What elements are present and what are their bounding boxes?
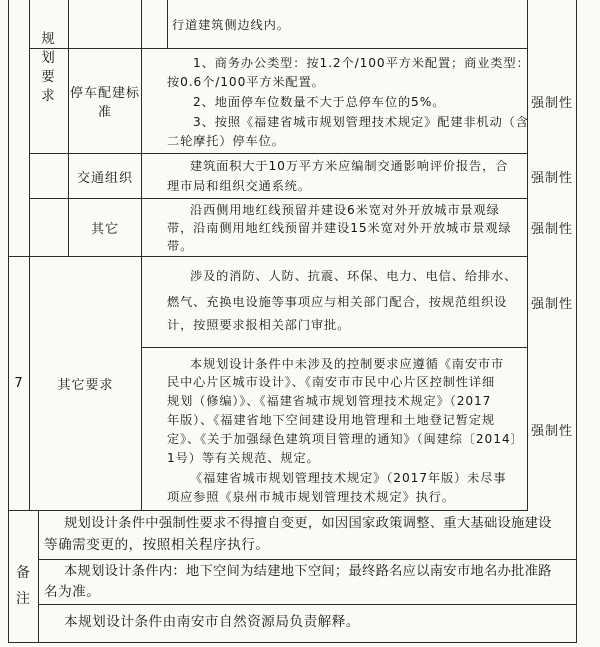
item7-block2-line-4: 年版）、《福建省地下空间建设用地管理和土地登记暂定规	[167, 413, 496, 427]
table-bottom	[8, 642, 576, 643]
item7-label: 其它要求	[57, 378, 114, 393]
column-divider	[141, 0, 142, 511]
parking-line-5: 二轮摩托）停车位。	[167, 134, 285, 148]
item7-block2-line-5: 定》、《关于加强绿色建筑项目管理的通知》（闽建综〔2014〕	[167, 432, 524, 446]
item7-block1-line-1: 涉及的消防、人防、抗震、环保、电力、电信、给排水、	[190, 269, 518, 283]
item-number: 7	[14, 376, 24, 391]
remark-line-1: 规划设计条件中强制性要求不得擅自变更，如因国家政策调整、重大基础设施建设	[64, 516, 552, 531]
section-plan-label: 规划要求	[41, 31, 55, 104]
parking-line-1: 1、商务办公类型：按1.2个/100平方米配置；商业类型：	[193, 56, 530, 70]
item7-block2-nature: 强制性	[530, 423, 573, 439]
item7-block1-line-3: 计，按照要求报相关部门审批。	[167, 318, 351, 332]
row-divider	[8, 510, 527, 511]
item7-block2-line-1: 本规划设计条件中未涉及的控制要求应遵循《南安市市	[190, 357, 505, 371]
other-label: 其它	[90, 222, 119, 237]
table-right-border	[576, 0, 577, 643]
parking-label: 停车配建标准	[69, 86, 140, 120]
item7-block2-line-2: 民中心片区城市设计》、《南安市市民中心片区控制性详细	[167, 375, 496, 389]
item7-block2-line-7: 《福建省城市规划管理技术规定》（2017年版）未尽事	[190, 471, 507, 485]
row-divider	[38, 604, 576, 605]
traffic-line-2: 理市局和组织交通系统。	[167, 179, 311, 193]
parking-nature: 强制性	[530, 95, 573, 111]
other-line-1: 沿西侧用地红线预留并建设6米宽对外开放城市景观绿	[190, 203, 500, 217]
item7-block2-line-6: 1号）等有关规范、规定。	[167, 451, 320, 465]
traffic-label: 交通组织	[76, 170, 133, 186]
parking-line-4: 3、按照《福建省城市规划管理技术规定》配建非机动（含	[193, 115, 529, 129]
remark-line-3: 本规划设计条件内：地下空间为结建地下空间；最终路名应以南安市地名办批准路	[64, 564, 552, 579]
item7-block1-nature: 强制性	[530, 296, 573, 312]
top-continuation-text: 行道建筑侧边线内。	[172, 18, 290, 32]
remarks-label: 备注	[16, 565, 30, 607]
other-line-2: 带，沿南侧用地红线预留并建设15米宽对外开放城市景观绿	[167, 221, 512, 235]
parking-line-3: 2、地面停车位数量不大于总停车位的5%。	[193, 95, 446, 109]
other-line-3: 带。	[167, 239, 194, 253]
column-divider	[167, 0, 168, 49]
row-divider	[141, 347, 527, 348]
parking-line-2: 按0.6个/100平方米配置。	[167, 75, 325, 89]
item7-block1-line-2: 燃气、充换电设施等事项应与相关部门配合，按规范组织设	[167, 295, 508, 309]
column-divider	[38, 510, 39, 643]
remark-line-5: 本规划设计条件由南安市自然资源局负责解释。	[64, 614, 360, 630]
traffic-nature: 强制性	[530, 170, 573, 186]
remark-line-2: 等确需变更的，按照相关程序执行。	[44, 537, 270, 553]
item7-block2-line-3: 规划（修编）》、《福建省城市规划管理技术规定》（2017	[167, 394, 492, 408]
row-divider	[38, 559, 576, 560]
other-nature: 强制性	[530, 222, 573, 237]
remark-line-4: 名为准。	[44, 584, 101, 600]
item7-block2-line-8: 项应参照《泉州市城市规划管理技术规定》执行。	[167, 490, 455, 504]
traffic-line-1: 建筑面积大于10万平方米应编制交通影响评价报告，合	[190, 159, 509, 173]
